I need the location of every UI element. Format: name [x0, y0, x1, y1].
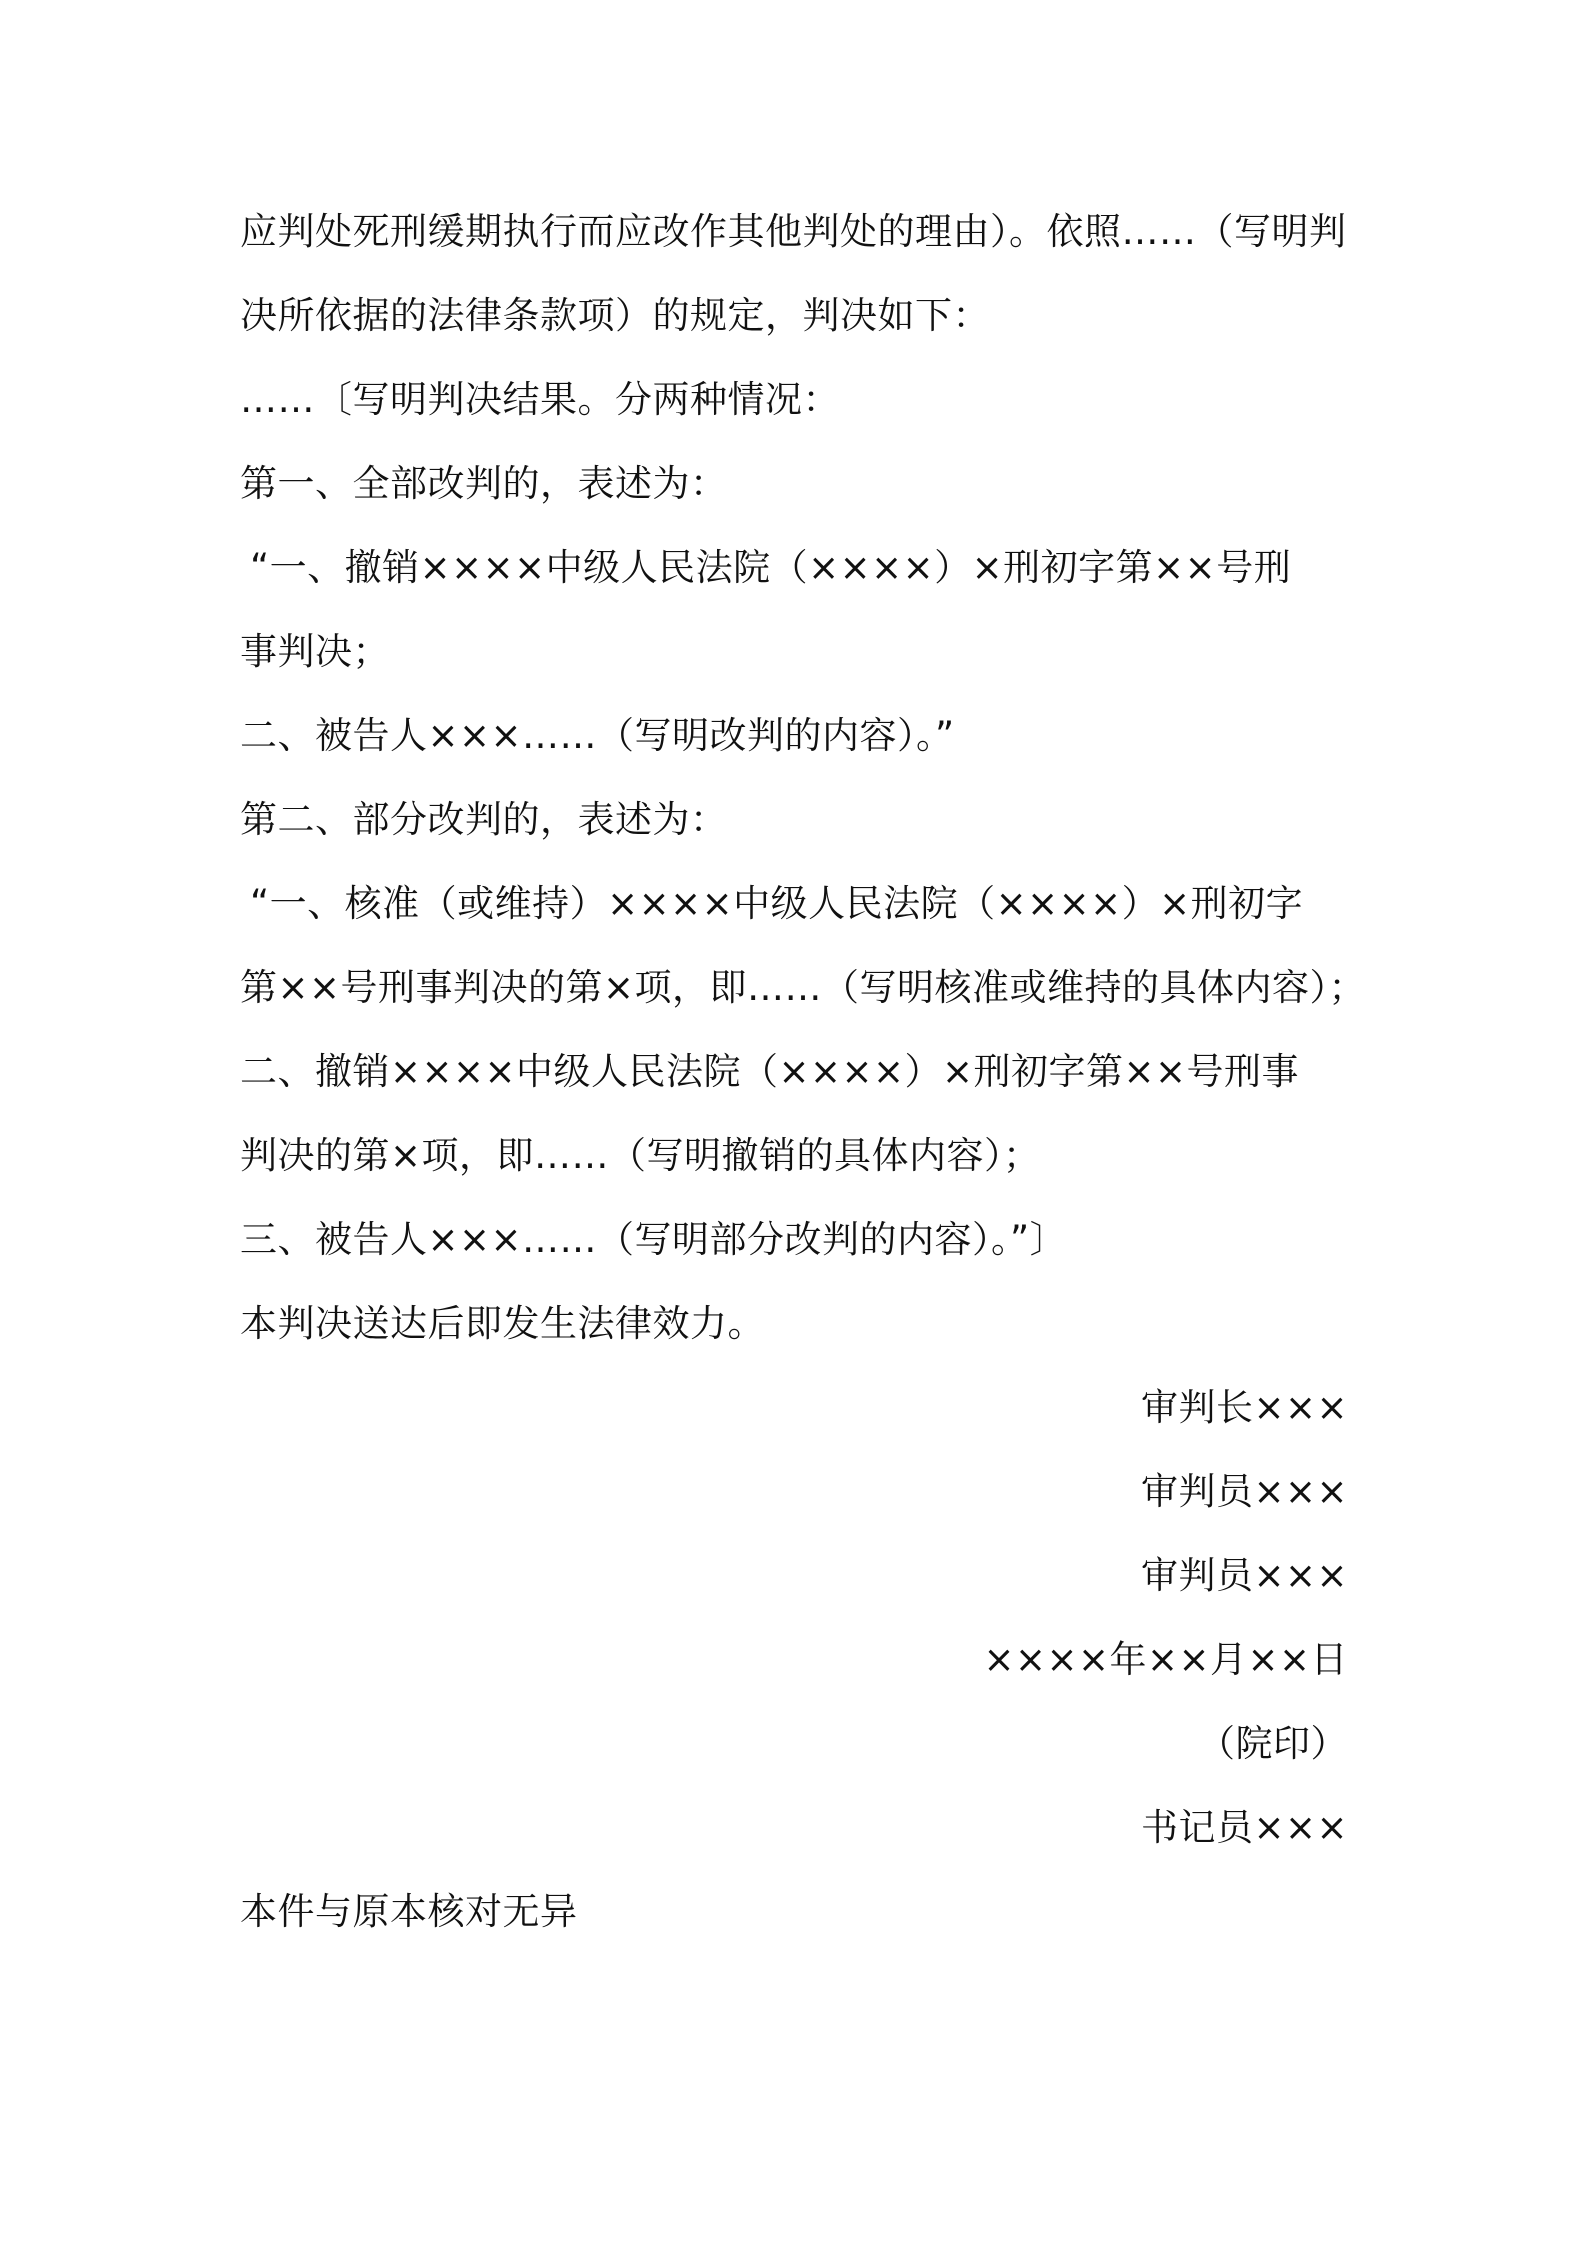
judge-signature: 审判员×××: [1140, 1554, 1348, 1597]
body-line: 第××号刑事判决的第×项，即……（写明核准或维持的具体内容）；: [240, 966, 1367, 1009]
body-line: ……〔写明判决结果。分两种情况：: [240, 378, 840, 421]
body-line: 决所依据的法律条款项）的规定，判决如下：: [240, 294, 990, 337]
clerk-signature: 书记员×××: [1140, 1806, 1348, 1849]
body-line: 判决的第×项，即……（写明撤销的具体内容）；: [240, 1134, 1041, 1177]
judge-signature: 审判员×××: [1140, 1470, 1348, 1513]
body-line: 事判决；: [240, 630, 390, 673]
body-line: 第二、部分改判的，表述为：: [240, 798, 728, 841]
body-line: 二、被告人×××……（写明改判的内容）。”: [240, 714, 955, 757]
body-line: 第一、全部改判的，表述为：: [240, 462, 728, 505]
body-line: 应判处死刑缓期执行而应改作其他判处的理由）。依照……（写明判: [240, 210, 1347, 253]
body-line: 本判决送达后即发生法律效力。: [240, 1302, 765, 1345]
body-line: 三、被告人×××……（写明部分改判的内容）。”〕: [240, 1218, 1068, 1261]
court-seal-placeholder: （院印）: [1198, 1722, 1348, 1765]
judgment-date: ××××年××月××日: [983, 1638, 1348, 1681]
chief-judge-signature: 审判长×××: [1140, 1386, 1348, 1429]
body-line: “一、撤销××××中级人民法院（××××）×刑初字第××号刑: [250, 546, 1292, 589]
body-line: “一、核准（或维持）××××中级人民法院（××××）×刑初字: [250, 882, 1304, 925]
certification-note: 本件与原本核对无异: [240, 1890, 578, 1933]
body-line: 二、撤销××××中级人民法院（××××）×刑初字第××号刑事: [240, 1050, 1300, 1093]
document-body: [240, 190, 1367, 1954]
